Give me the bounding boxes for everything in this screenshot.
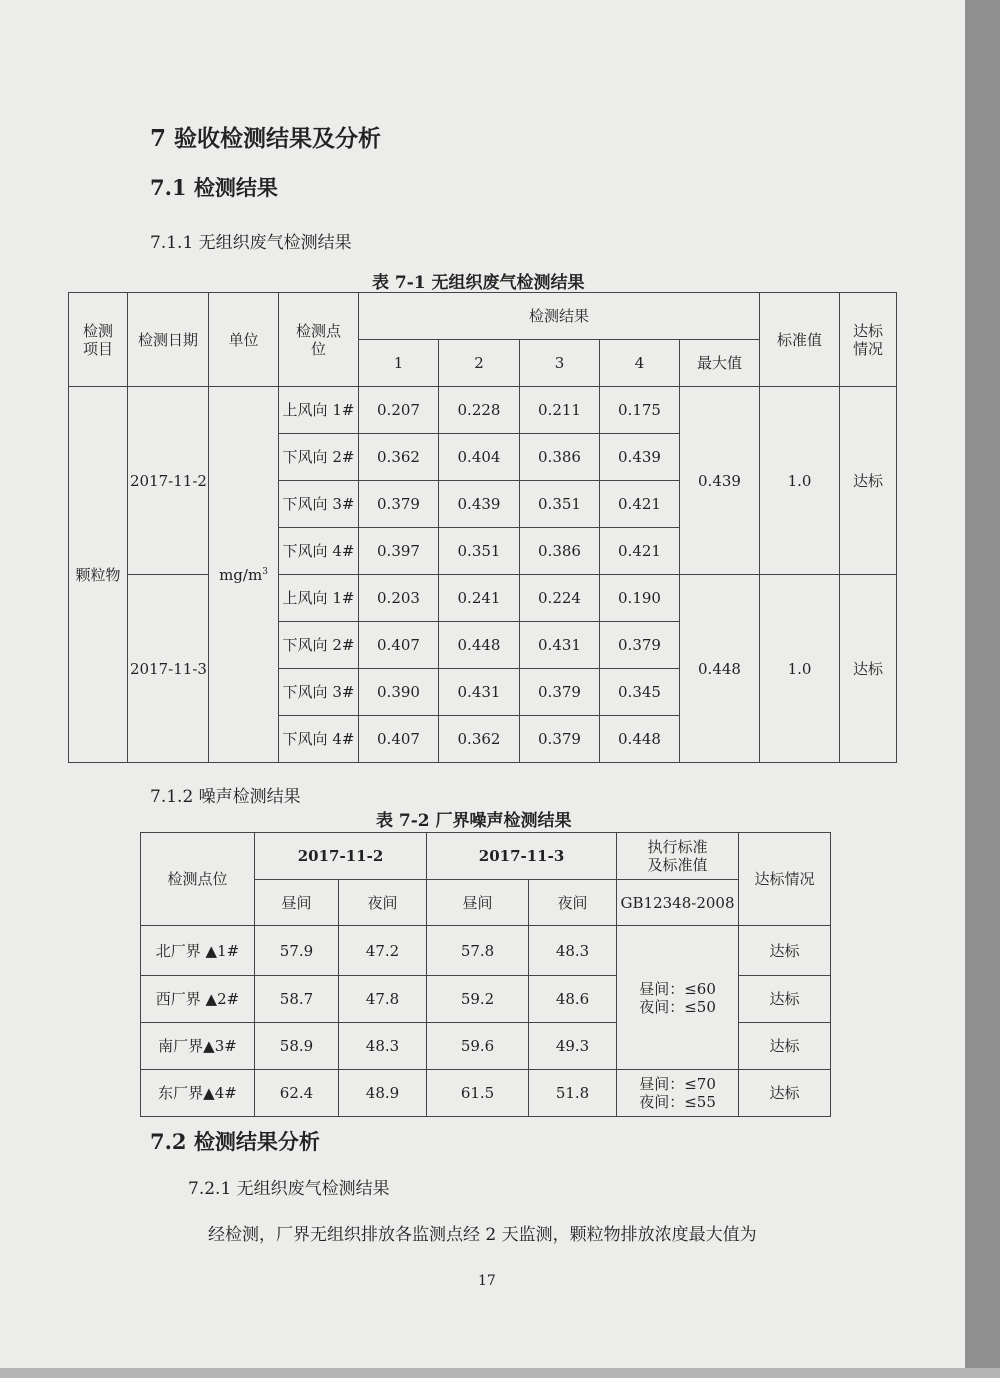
- header-day: 昼间: [255, 880, 339, 926]
- noise-point-cell: 东厂界▲4#: [141, 1070, 255, 1117]
- scan-edge-right: [965, 0, 1000, 1378]
- header-results: 检测结果: [359, 293, 760, 340]
- point-cell: 下风向 4#: [279, 716, 359, 763]
- table-noise-results: [140, 832, 831, 1117]
- value-cell: 0.431: [520, 622, 600, 669]
- header-unit: 单位: [209, 293, 279, 387]
- subsection-title-7-1: 7.1 检测结果: [150, 175, 278, 200]
- value-cell: 57.9: [255, 926, 339, 976]
- value-cell: 58.9: [255, 1023, 339, 1070]
- header-day: 昼间: [427, 880, 529, 926]
- value-cell: 48.6: [529, 976, 617, 1023]
- value-cell: 0.211: [520, 387, 600, 434]
- limit-day: 昼间：≤70: [639, 1075, 716, 1093]
- value-cell: 62.4: [255, 1070, 339, 1117]
- page-number: 17: [478, 1273, 496, 1289]
- status-cell: 达标: [739, 1070, 831, 1117]
- value-cell: 0.439: [439, 481, 520, 528]
- value-cell: 0.386: [520, 528, 600, 575]
- point-cell: 下风向 3#: [279, 481, 359, 528]
- noise-point-cell: 南厂界▲3#: [141, 1023, 255, 1070]
- value-cell: 48.3: [529, 926, 617, 976]
- value-cell: 48.3: [339, 1023, 427, 1070]
- value-cell: 48.9: [339, 1070, 427, 1117]
- value-cell: 0.407: [359, 622, 439, 669]
- subsection-title-7-2: 7.2 检测结果分析: [150, 1129, 320, 1154]
- value-cell: 61.5: [427, 1070, 529, 1117]
- value-cell: 0.228: [439, 387, 520, 434]
- value-cell: 0.439: [600, 434, 680, 481]
- limit-cell: [617, 926, 739, 1070]
- max-cell: 0.439: [680, 387, 760, 575]
- date-cell: 2017-11-3: [128, 575, 209, 763]
- point-cell: 下风向 2#: [279, 622, 359, 669]
- value-cell: 0.386: [520, 434, 600, 481]
- standard-cell: 1.0: [760, 575, 840, 763]
- date-cell: 2017-11-2: [128, 387, 209, 575]
- subsection-title-7-1-1: 7.1.1 无组织废气检测结果: [150, 233, 352, 253]
- header-n4: 4: [600, 340, 680, 387]
- point-cell: 上风向 1#: [279, 387, 359, 434]
- value-cell: 59.2: [427, 976, 529, 1023]
- value-cell: 0.190: [600, 575, 680, 622]
- value-cell: 0.421: [600, 481, 680, 528]
- value-cell: 0.448: [439, 622, 520, 669]
- value-cell: 0.241: [439, 575, 520, 622]
- value-cell: 0.397: [359, 528, 439, 575]
- point-cell: 下风向 4#: [279, 528, 359, 575]
- header-date2: 2017-11-3: [427, 833, 617, 880]
- value-cell: 0.362: [439, 716, 520, 763]
- value-cell: 0.404: [439, 434, 520, 481]
- scan-edge-bottom: [0, 1368, 1000, 1378]
- unit-cell: $mg/m^3$: [209, 387, 279, 763]
- body-paragraph: 经检测，厂界无组织排放各监测点经 2 天监测，颗粒物排放浓度最大值为: [208, 1225, 757, 1245]
- header-standard: 执行标准及标准值: [617, 833, 739, 880]
- header-date: 检测日期: [128, 293, 209, 387]
- header-n2: 2: [439, 340, 520, 387]
- value-cell: 58.7: [255, 976, 339, 1023]
- subsection-title-7-2-1: 7.2.1 无组织废气检测结果: [188, 1179, 390, 1199]
- value-cell: 0.379: [520, 669, 600, 716]
- standard-cell: 1.0: [760, 387, 840, 575]
- status-cell: 达标: [739, 926, 831, 976]
- status-cell: 达标: [739, 1023, 831, 1070]
- value-cell: 0.175: [600, 387, 680, 434]
- item-cell: 颗粒物: [69, 387, 128, 763]
- value-cell: 0.379: [359, 481, 439, 528]
- value-cell: 0.345: [600, 669, 680, 716]
- value-cell: 0.207: [359, 387, 439, 434]
- value-cell: 0.351: [520, 481, 600, 528]
- point-cell: 上风向 1#: [279, 575, 359, 622]
- noise-point-cell: 西厂界 ▲2#: [141, 976, 255, 1023]
- limit-cell: [617, 1070, 739, 1117]
- value-cell: 0.379: [520, 716, 600, 763]
- table-particulate-results: [68, 292, 897, 763]
- max-cell: 0.448: [680, 575, 760, 763]
- value-cell: 47.2: [339, 926, 427, 976]
- noise-point-cell: 北厂界 ▲1#: [141, 926, 255, 976]
- subsection-title-7-1-2: 7.1.2 噪声检测结果: [150, 787, 301, 807]
- value-cell: 0.421: [600, 528, 680, 575]
- value-cell: 57.8: [427, 926, 529, 976]
- value-cell: 0.351: [439, 528, 520, 575]
- value-cell: 0.379: [600, 622, 680, 669]
- point-cell: 下风向 2#: [279, 434, 359, 481]
- point-cell: 下风向 3#: [279, 669, 359, 716]
- value-cell: 0.448: [600, 716, 680, 763]
- value-cell: 0.203: [359, 575, 439, 622]
- header-status: 达标情况: [840, 293, 897, 387]
- header-standard: 标准值: [760, 293, 840, 387]
- value-cell: 0.431: [439, 669, 520, 716]
- header-date1: 2017-11-2: [255, 833, 427, 880]
- status-cell: 达标: [840, 387, 897, 575]
- header-std-code: GB12348-2008: [617, 880, 739, 926]
- value-cell: 51.8: [529, 1070, 617, 1117]
- status-cell: 达标: [840, 575, 897, 763]
- header-item: 检测项目: [69, 293, 128, 387]
- header-point: 检测点位: [141, 833, 255, 926]
- value-cell: 49.3: [529, 1023, 617, 1070]
- table2-caption: 表 7-2 厂界噪声检测结果: [376, 811, 572, 831]
- limit-night: 夜间：≤50: [639, 997, 716, 1016]
- header-n3: 3: [520, 340, 600, 387]
- header-max: 最大值: [680, 340, 760, 387]
- limit-day: 昼间：≤60: [639, 979, 716, 998]
- value-cell: 47.8: [339, 976, 427, 1023]
- value-cell: 0.390: [359, 669, 439, 716]
- value-cell: 59.6: [427, 1023, 529, 1070]
- header-n1: 1: [359, 340, 439, 387]
- table1-caption: 表 7-1 无组织废气检测结果: [372, 273, 585, 293]
- section-title: 7 验收检测结果及分析: [150, 125, 382, 152]
- limit-night: 夜间：≤55: [639, 1093, 716, 1111]
- value-cell: 0.224: [520, 575, 600, 622]
- header-point: 检测点位: [279, 293, 359, 387]
- header-night: 夜间: [339, 880, 427, 926]
- value-cell: 0.407: [359, 716, 439, 763]
- value-cell: 0.362: [359, 434, 439, 481]
- status-cell: 达标: [739, 976, 831, 1023]
- header-night: 夜间: [529, 880, 617, 926]
- header-status: 达标情况: [739, 833, 831, 926]
